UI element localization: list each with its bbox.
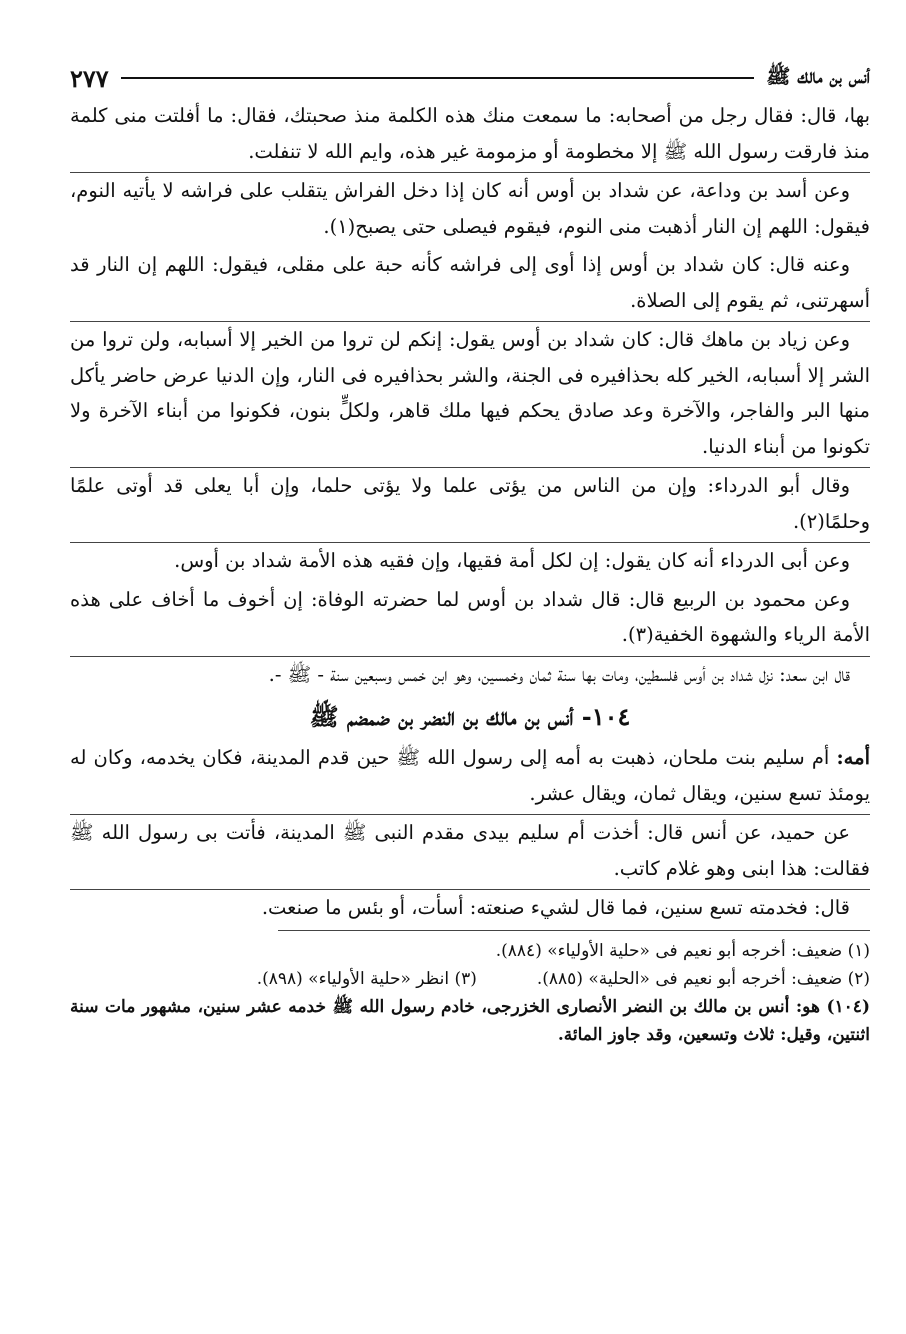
mother-paragraph	[70, 740, 870, 811]
footnote-3: (٣) انظر «حلية الأولياء» (٨٩٨).	[256, 968, 477, 989]
header-rule	[121, 77, 755, 79]
paragraph: وعنه قال: كان شداد بن أوس إذا أوى إلى فراشه كأنه حبة على مقلى، فيقول: اللهم إن النار قد أسهرتنى، ثم يقوم إلى الصلاة.	[70, 253, 870, 312]
footnote-104: (١٠٤) هو: أنس بن مالك بن النضر الأنصارى الخزرجى، خادم رسول الله ﷺ خدمه عشر سنين، مشهور مات سنة اثنتين، وقيل: ثلاث وتسعين، وقد جاوز المائة.	[70, 996, 870, 1045]
page-number: ٢٧٧	[70, 63, 109, 93]
paragraph: عن حميد، عن أنس قال: أخذت أم سليم بيدى مقدم النبى ﷺ المدينة، فأتت بى رسول الله ﷺ فقالت: هذا ابنى وهو غلام كاتب.	[70, 821, 870, 880]
paragraph: قال: فخدمته تسع سنين، فما قال لشيء صنعته: أسأت، أو بئس ما صنعت.	[261, 896, 850, 919]
footnote-rule	[278, 930, 870, 931]
paragraph: وعن أبى الدرداء أنه كان يقول: إن لكل أمة فقيها، وإن فقيه هذه الأمة شداد بن أوس.	[174, 549, 850, 572]
page-header	[70, 58, 870, 98]
footnotes	[70, 937, 870, 1049]
section-title: ١٠٤- أنس بن مالك بن النضر بن ضمضم ﷺ	[309, 702, 631, 731]
footnote-2: (٢) ضعيف: أخرجه أبو نعيم فى «الحلية» (٨٨٥).	[536, 968, 870, 989]
paragraph: بها، قال: فقال رجل من أصحابه: ما سمعت منك هذه الكلمة منذ صحبتك، فقال: ما أفلتت منى كلمة منذ فارقت رسول الله ﷺ إلا مخطومة أو مزمومة غير هذه، وايم الله لا تنفلت.	[70, 104, 870, 163]
running-title: أنس بن مالك ﷺ	[766, 63, 870, 88]
main-text	[70, 98, 870, 926]
footnote-1: (١) ضعيف: أخرجه أبو نعيم فى «حلية الأولياء» (٨٨٤).	[495, 940, 870, 961]
footnote-row	[70, 965, 870, 993]
book-page	[70, 58, 870, 1049]
paragraph: وعن زياد بن ماهك قال: كان شداد بن أوس يقول: إنكم لن تروا من الخير إلا أسبابه، ولن تروا من الشر إلا أسبابه، الخير كله بحذافيره فى الجنة، والشر بحذافيره فى النار، وإن الدنيا عرض حاضر يأكل منها البر والفاجر، والآخرة وعد صادق يحكم فيها ملك قاهر، ولكلٍّ بنون، فكونوا من أبناء الآخرة ولا تكونوا من أبناء الدنيا.	[70, 328, 870, 458]
mother-label: أمه:	[836, 746, 870, 769]
paragraph: قال ابن سعد: نزل شداد بن أوس فلسطين، ومات بها سنة ثمان وخمسين، وهو ابن خمس وسبعين سنة - ﷺ -.	[268, 662, 850, 686]
paragraph: وعن أسد بن وداعة، عن شداد بن أوس أنه كان إذا دخل الفراش يتقلب على فراشه لا يأتيه النوم، فيقول: اللهم إن النار أذهبت منى النوم، فيقوم فيصلى حتى يصبح(١).	[70, 179, 870, 238]
mother-text: أم سليم بنت ملحان، ذهبت به أمه إلى رسول الله ﷺ حين قدم المدينة، فكان يخدمه، وكان له يومئذ تسع سنين، ويقال ثمان، ويقال عشر.	[70, 746, 870, 805]
paragraph: وعن محمود بن الربيع قال: قال شداد بن أوس لما حضرته الوفاة: إن أخوف ما أخاف على هذه الأمة الرياء والشهوة الخفية(٣).	[70, 587, 870, 646]
paragraph: وقال أبو الدرداء: وإن من الناس من يؤتى علما ولا يؤتى حلما، وإن أبا يعلى قد أوتى علمًا وحلمًا(٢).	[70, 474, 870, 533]
